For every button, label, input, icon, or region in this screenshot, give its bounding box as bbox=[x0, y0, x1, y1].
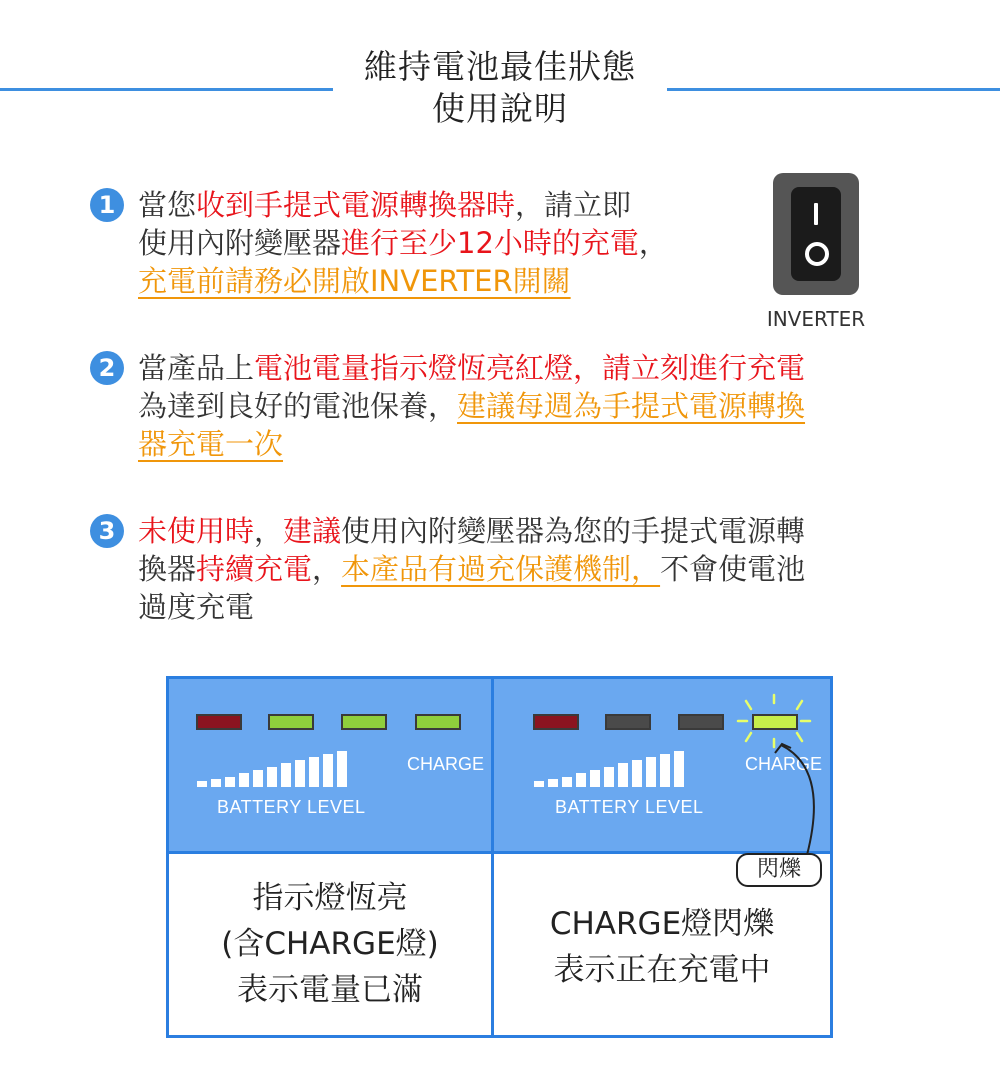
desc-line: 指示燈恆亮 bbox=[252, 880, 408, 916]
instruction-segment: 電池電量指示燈恆亮紅燈，請立刻進行充電 bbox=[254, 351, 806, 385]
battery-level-bar bbox=[604, 767, 614, 787]
flash-badge: 閃爍 bbox=[736, 853, 822, 887]
instruction-text bbox=[138, 512, 805, 626]
battery-level-bar bbox=[253, 770, 263, 787]
instruction-segment: ， bbox=[312, 552, 342, 586]
instruction-line bbox=[138, 349, 805, 387]
battery-level-label: BATTERY LEVEL bbox=[217, 797, 366, 817]
instruction-segment: 本產品有過充保護機制， bbox=[341, 552, 661, 586]
instruction-line bbox=[138, 262, 668, 300]
battery-led-3 bbox=[341, 714, 387, 730]
battery-level-bar bbox=[267, 767, 277, 787]
title-line-1: 維持電池最佳狀態 bbox=[364, 47, 636, 86]
step-number-badge: 2 bbox=[90, 351, 124, 385]
battery-level-bar bbox=[562, 777, 572, 787]
instruction-segment: 建議 bbox=[283, 514, 342, 548]
instruction-line bbox=[138, 512, 805, 550]
arrow-icon bbox=[769, 739, 829, 859]
instruction-segment: 換器 bbox=[138, 552, 197, 586]
battery-level-bar bbox=[281, 763, 291, 787]
instruction-segment: 為達到良好的電池保養， bbox=[138, 389, 458, 423]
battery-level-bar bbox=[534, 781, 544, 787]
instruction-segment: 當產品上 bbox=[138, 351, 255, 385]
instruction-segment: ， bbox=[254, 514, 284, 548]
charge-label: CHARGE bbox=[745, 754, 823, 774]
instruction-line bbox=[138, 425, 805, 463]
battery-led-2 bbox=[268, 714, 314, 730]
battery-level-bar bbox=[618, 763, 628, 787]
full-charge-description bbox=[169, 875, 491, 1013]
page-title bbox=[333, 46, 667, 130]
charging-description bbox=[494, 901, 830, 993]
battery-level-bar bbox=[646, 757, 656, 787]
desc-line: (含CHARGE燈) bbox=[221, 926, 439, 962]
instruction-segment: 充電前請務必開啟INVERTER開關 bbox=[138, 264, 571, 298]
instruction-segment: 當您 bbox=[138, 188, 197, 222]
instruction-segment: 進行至少12小時的充電 bbox=[341, 226, 639, 260]
instruction-segment: 不會使電池 bbox=[660, 552, 806, 586]
battery-level-label: BATTERY LEVEL bbox=[555, 797, 704, 817]
battery-level-bar bbox=[309, 757, 319, 787]
inverter-label: INVERTER bbox=[766, 307, 866, 331]
battery-level-bar bbox=[323, 754, 333, 787]
instruction-segment: 使用內附變壓器為您的手提式電源轉 bbox=[341, 514, 806, 548]
battery-level-bar bbox=[548, 779, 558, 787]
battery-level-bar bbox=[590, 770, 600, 787]
desc-line: 表示正在充電中 bbox=[553, 952, 771, 988]
title-rule-left bbox=[0, 88, 333, 91]
battery-level-bar bbox=[239, 773, 249, 787]
battery-led-2 bbox=[605, 714, 651, 730]
battery-level-bar bbox=[211, 779, 221, 787]
panel-led-area bbox=[169, 679, 830, 851]
title-rule-right bbox=[667, 88, 1000, 91]
instruction-segment: ，請立即 bbox=[515, 188, 632, 222]
instruction-text bbox=[138, 349, 805, 463]
instruction-segment: 持續充電 bbox=[196, 552, 313, 586]
instruction-segment: 使用內附變壓器 bbox=[138, 226, 342, 260]
battery-led-3 bbox=[678, 714, 724, 730]
desc-line: CHARGE燈閃爍 bbox=[549, 906, 775, 942]
charge-label: CHARGE bbox=[407, 754, 485, 774]
battery-level-bar bbox=[225, 777, 235, 787]
instruction-segment: ， bbox=[638, 226, 668, 260]
indicator-panel bbox=[166, 676, 833, 1038]
battery-level-bar bbox=[337, 751, 347, 787]
desc-line: 表示電量已滿 bbox=[237, 972, 423, 1008]
instruction-segment: 器充電一次 bbox=[138, 427, 284, 461]
step-number-badge: 3 bbox=[90, 514, 124, 548]
battery-level-bar bbox=[197, 781, 207, 787]
instruction-line bbox=[138, 224, 668, 262]
title-line-2: 使用說明 bbox=[432, 89, 568, 128]
step-number-badge: 1 bbox=[90, 188, 124, 222]
instruction-line bbox=[138, 550, 805, 588]
instruction-segment: 未使用時 bbox=[138, 514, 255, 548]
charge-led bbox=[415, 714, 461, 730]
battery-level-bar bbox=[576, 773, 586, 787]
instruction-line bbox=[138, 588, 805, 626]
instruction-line bbox=[138, 387, 805, 425]
battery-led-1 bbox=[196, 714, 242, 730]
instruction-segment: 過度充電 bbox=[138, 590, 255, 624]
battery-level-bar bbox=[632, 760, 642, 787]
battery-level-bar bbox=[674, 751, 684, 787]
instruction-line bbox=[138, 186, 668, 224]
instruction-segment: 收到手提式電源轉換器時 bbox=[196, 188, 516, 222]
battery-led-1 bbox=[533, 714, 579, 730]
rocker-switch-icon bbox=[773, 173, 859, 295]
instruction-segment: 建議每週為手提式電源轉換 bbox=[457, 389, 806, 423]
instruction-text bbox=[138, 186, 668, 300]
battery-level-bar bbox=[660, 754, 670, 787]
battery-level-bar bbox=[295, 760, 305, 787]
